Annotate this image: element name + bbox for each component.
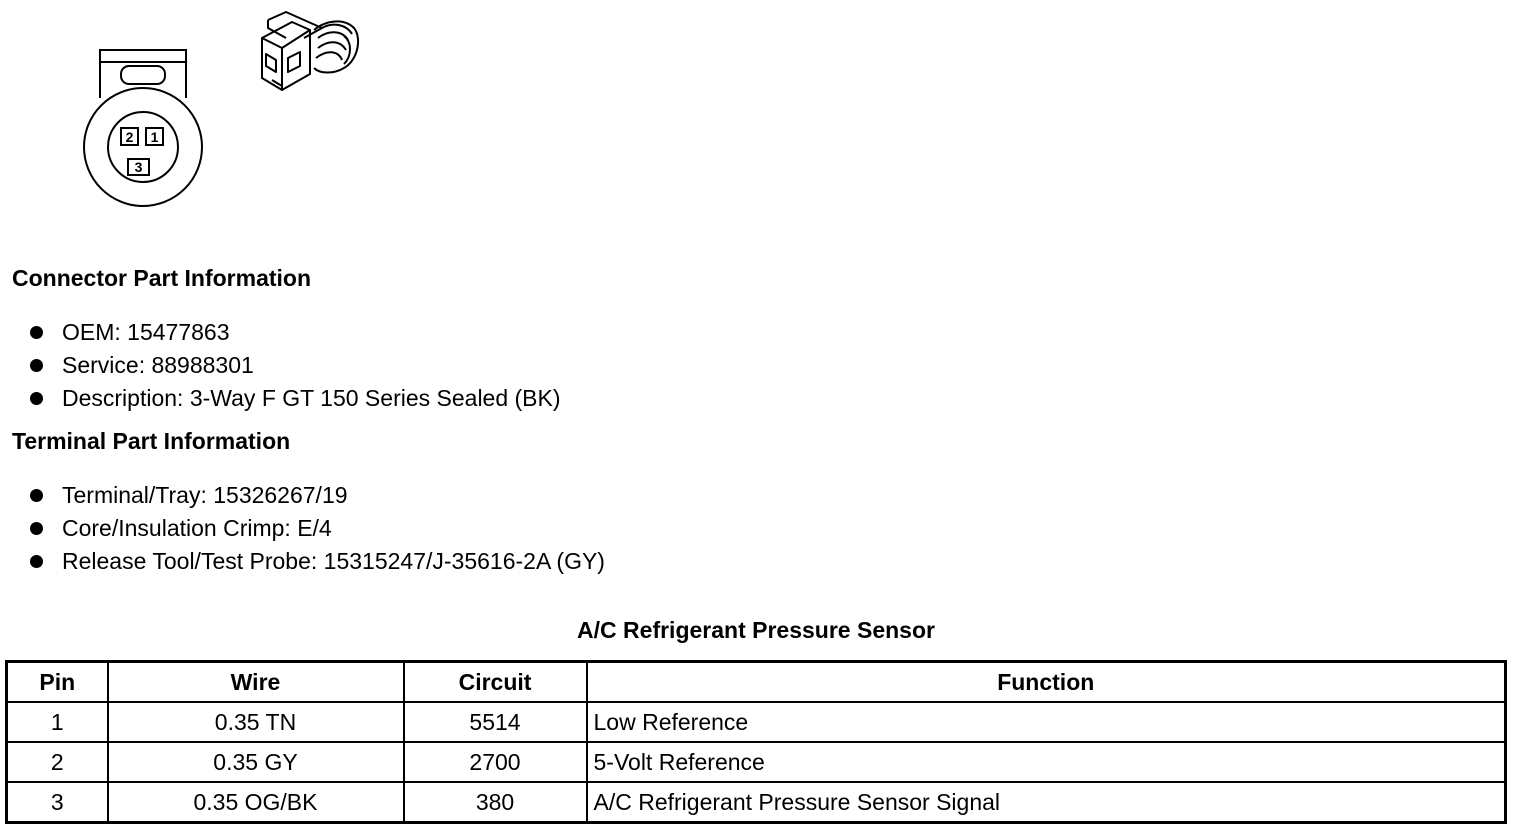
circuit-cell: 2700 [404, 742, 587, 782]
bullet-icon [30, 555, 43, 568]
connector-part-information-list [28, 316, 561, 415]
wire-cell: 0.35 OG/BK [108, 782, 404, 823]
wire-cell: 0.35 TN [108, 702, 404, 742]
pin-1 [146, 128, 163, 145]
wire-cell: 0.35 GY [108, 742, 404, 782]
list-item: OEM: 15477863 [28, 316, 561, 349]
pin-3 [128, 159, 149, 175]
bullet-icon [30, 489, 43, 502]
function-cell: 5-Volt Reference [587, 742, 1506, 782]
bullet-icon [30, 326, 43, 339]
bullet-icon [30, 522, 43, 535]
pin-cell: 2 [7, 742, 108, 782]
svg-text:1: 1 [150, 129, 159, 145]
terminal-part-information-heading: Terminal Part Information [12, 428, 291, 454]
list-item: Service: 88988301 [28, 349, 561, 382]
circuit-cell: 380 [404, 782, 587, 823]
list-item: Terminal/Tray: 15326267/19 [28, 479, 605, 512]
bullet-icon [30, 392, 43, 405]
connector-face-diagram [76, 46, 210, 216]
function-cell: Low Reference [587, 702, 1506, 742]
circuit-cell: 5514 [404, 702, 587, 742]
bullet-icon [30, 359, 43, 372]
list-item: Release Tool/Test Probe: 15315247/J-35616-2A (GY) [28, 545, 605, 578]
function-cell: A/C Refrigerant Pressure Sensor Signal [587, 782, 1506, 823]
pinout-table [5, 660, 1507, 824]
table-row [7, 742, 1506, 782]
pin-2 [121, 128, 138, 145]
column-header-function: Function [587, 662, 1506, 703]
terminal-part-information-list [28, 479, 605, 578]
table-title: A/C Refrigerant Pressure Sensor [577, 617, 935, 643]
table-row [7, 782, 1506, 823]
table-header-row [7, 662, 1506, 703]
svg-text:2: 2 [125, 129, 134, 145]
list-item: Core/Insulation Crimp: E/4 [28, 512, 605, 545]
connector-isometric-drawing [252, 8, 364, 100]
column-header-pin: Pin [7, 662, 108, 703]
column-header-wire: Wire [108, 662, 404, 703]
svg-text:3: 3 [134, 159, 143, 175]
pin-cell: 1 [7, 702, 108, 742]
pin-cell: 3 [7, 782, 108, 823]
connector-part-information-heading: Connector Part Information [12, 265, 312, 291]
table-row [7, 702, 1506, 742]
list-item: Description: 3-Way F GT 150 Series Sealed (BK) [28, 382, 561, 415]
column-header-circuit: Circuit [404, 662, 587, 703]
